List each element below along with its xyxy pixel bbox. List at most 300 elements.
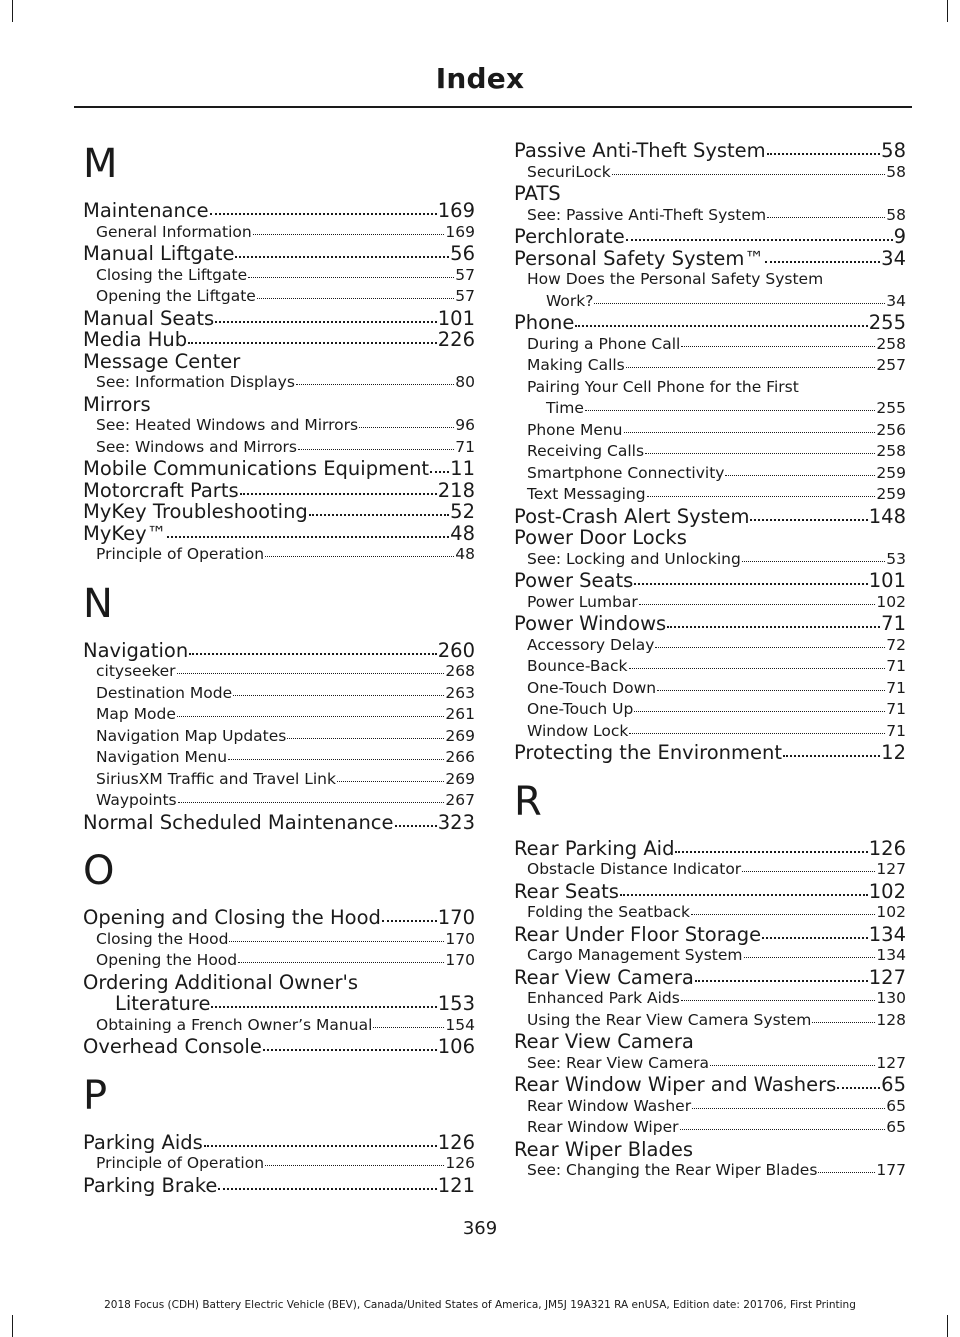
- entry-page-number: 255: [876, 399, 906, 417]
- dot-leader: [240, 493, 437, 495]
- entry-label: Navigation: [83, 638, 189, 662]
- index-entry: [83, 501, 475, 523]
- entry-label: Rear Parking Aid: [514, 836, 675, 860]
- dot-leader: [695, 980, 868, 982]
- index-entry: [514, 924, 906, 946]
- index-subentry: [514, 1053, 906, 1075]
- entry-label: Media Hub: [83, 328, 188, 351]
- index-subentry: [83, 265, 475, 287]
- entry-label: Manual Liftgate: [83, 242, 235, 265]
- entry-label: See: Locking and Unlocking: [527, 549, 741, 568]
- dot-leader: [430, 471, 449, 473]
- entry-page-number: 269: [445, 769, 475, 788]
- index-subentry: [514, 635, 906, 657]
- dot-leader: [681, 346, 875, 347]
- entry-page-number: 127: [868, 965, 906, 989]
- entry-page-number: 65: [886, 1096, 906, 1115]
- entry-page-number: 71: [455, 437, 475, 456]
- entry-label: Obstacle Distance Indicator: [527, 860, 742, 878]
- dot-leader: [215, 321, 437, 323]
- entry-label: Closing the Hood: [96, 929, 229, 948]
- dot-leader: [257, 298, 454, 299]
- entry-page-number: 268: [445, 662, 475, 680]
- dot-leader: [744, 957, 876, 958]
- index-entry: [514, 312, 906, 334]
- entry-label: Normal Scheduled Maintenance: [83, 810, 394, 834]
- entry-page-number: 56: [450, 242, 475, 265]
- entry-label: Enhanced Park Aids: [527, 989, 680, 1007]
- index-subentry: [83, 372, 475, 394]
- dot-leader: [742, 561, 885, 562]
- section-letter: N: [83, 580, 113, 627]
- index-subentry: [83, 790, 475, 812]
- index-subentry: [83, 769, 475, 791]
- dot-leader: [634, 711, 885, 712]
- entry-label: Accessory Delay: [527, 635, 655, 654]
- section-letter: R: [514, 778, 542, 825]
- entry-page-number: 323: [437, 810, 475, 834]
- entry-page-number: 58: [881, 139, 906, 162]
- entry-label: Navigation Menu: [96, 748, 228, 766]
- entry-label: Manual Seats: [83, 306, 215, 330]
- entry-page-number: 127: [876, 1053, 906, 1072]
- footer-text: 2018 Focus (CDH) Battery Electric Vehicle (BEV), Canada/United States of America, JM5J 19A321 RA enUSA, Edition date: 201706, First Printing: [104, 1299, 856, 1311]
- dot-leader: [626, 239, 893, 241]
- dot-leader: [837, 1087, 880, 1089]
- entry-page-number: 102: [876, 903, 906, 921]
- entry-page-number: 153: [437, 992, 475, 1015]
- index-subentry: [83, 704, 475, 726]
- index-subentry-heading: Pairing Your Cell Phone for the First: [527, 377, 799, 396]
- index-subentry: [514, 291, 906, 313]
- index-entry: [83, 480, 475, 502]
- entry-label: Principle of Operation: [96, 545, 265, 563]
- entry-label: Phone Menu: [527, 420, 623, 439]
- entry-label: Opening and Closing the Hood: [83, 906, 381, 929]
- dot-leader: [692, 1108, 885, 1109]
- entry-label: Rear Window Wiper: [527, 1118, 679, 1136]
- entry-page-number: 96: [455, 416, 475, 434]
- entry-page-number: 102: [868, 879, 906, 903]
- dot-leader: [188, 342, 437, 344]
- dot-leader: [655, 647, 885, 648]
- entry-label: Making Calls: [527, 356, 625, 374]
- dot-leader: [177, 673, 445, 674]
- index-entry-heading: Mirrors: [83, 392, 151, 416]
- entry-label: Overhead Console: [83, 1035, 262, 1058]
- entry-label: See: Information Displays: [96, 373, 295, 391]
- index-subentry: [83, 747, 475, 769]
- entry-page-number: 126: [437, 1130, 475, 1154]
- entry-page-number: 106: [437, 1035, 475, 1058]
- entry-label: Passive Anti-Theft System: [514, 139, 766, 162]
- entry-label: Parking Brake: [83, 1173, 218, 1197]
- entry-page-number: 34: [881, 246, 906, 270]
- entry-page-number: 259: [876, 463, 906, 482]
- entry-page-number: 267: [445, 791, 475, 809]
- dot-leader: [612, 174, 886, 175]
- entry-page-number: 57: [455, 265, 475, 284]
- entry-page-number: 154: [445, 1015, 475, 1034]
- index-subentry: [514, 398, 906, 420]
- entry-label: Closing the Liftgate: [96, 265, 248, 284]
- entry-label: Time: [546, 399, 584, 417]
- entry-label: Phone: [514, 311, 575, 334]
- index-subentry: [83, 1015, 475, 1037]
- dot-leader: [647, 496, 876, 497]
- index-entry-heading: Power Door Locks: [514, 526, 687, 549]
- entry-page-number: 130: [876, 989, 906, 1007]
- index-subentry: [514, 656, 906, 678]
- index-entry: [514, 570, 906, 592]
- entry-label: One-Touch Up: [527, 700, 634, 718]
- entry-page-number: 134: [876, 946, 906, 964]
- index-subentry: [83, 222, 475, 244]
- section-letter: M: [83, 141, 118, 187]
- crop-mark: [12, 0, 13, 22]
- index-subentry: [514, 1160, 906, 1182]
- dot-leader: [624, 432, 876, 433]
- entry-page-number: 258: [876, 334, 906, 353]
- dot-leader: [189, 653, 437, 655]
- dot-leader: [373, 1027, 444, 1028]
- index-column-left: [83, 140, 475, 1196]
- entry-label: Bounce-Back: [527, 657, 628, 675]
- index-subentry: [514, 859, 906, 881]
- dot-leader: [620, 894, 868, 896]
- entry-label: Navigation Map Updates: [96, 726, 287, 745]
- dot-leader: [204, 1145, 437, 1147]
- entry-page-number: 259: [876, 485, 906, 503]
- dot-leader: [253, 234, 445, 235]
- entry-page-number: 126: [868, 836, 906, 860]
- entry-page-number: 71: [886, 657, 906, 675]
- entry-page-number: 57: [455, 287, 475, 305]
- index-entry-heading: Rear Wiper Blades: [514, 1137, 693, 1161]
- dot-leader: [767, 153, 881, 155]
- entry-page-number: 102: [876, 592, 906, 611]
- entry-label: Rear Window Wiper and Washers: [514, 1073, 837, 1096]
- entry-label: Rear View Camera: [514, 965, 694, 989]
- index-entry: [83, 458, 475, 480]
- entry-label: Perchlorate: [514, 225, 625, 248]
- entry-page-number: 256: [876, 420, 906, 439]
- index-entry-heading: PATS: [514, 182, 561, 205]
- entry-label: Rear Window Washer: [527, 1096, 692, 1115]
- dot-leader: [337, 781, 444, 782]
- index-subentry: [514, 205, 906, 227]
- page-number: 369: [462, 1218, 498, 1239]
- entry-page-number: 58: [886, 205, 906, 224]
- entry-page-number: 11: [450, 457, 475, 480]
- entry-page-number: 34: [886, 291, 906, 310]
- entry-label: Power Windows: [514, 612, 667, 635]
- entry-page-number: 58: [886, 162, 906, 181]
- entry-label: Text Messaging: [527, 485, 646, 503]
- entry-label: Power Lumbar: [527, 592, 638, 611]
- index-entry: [83, 329, 475, 351]
- page-title: Index: [435, 62, 525, 95]
- dot-leader: [228, 759, 444, 760]
- entry-page-number: 261: [445, 705, 475, 723]
- entry-label: During a Phone Call: [527, 334, 681, 353]
- entry-page-number: 258: [876, 442, 906, 460]
- index-subentry: [514, 549, 906, 571]
- index-entry: [514, 506, 906, 528]
- entry-page-number: 148: [868, 504, 906, 528]
- index-subentry: [83, 929, 475, 951]
- entry-label: See: Rear View Camera: [527, 1053, 710, 1072]
- entry-label: Smartphone Connectivity: [527, 463, 725, 482]
- entry-label: See: Passive Anti-Theft System: [527, 205, 767, 224]
- index-entry: [83, 308, 475, 330]
- dot-leader: [359, 427, 454, 428]
- dot-leader: [218, 1188, 436, 1190]
- header-divider: [74, 106, 912, 108]
- entry-page-number: 169: [445, 222, 475, 241]
- dot-leader: [210, 213, 437, 215]
- entry-page-number: 101: [868, 569, 906, 592]
- entry-page-number: 80: [455, 373, 475, 391]
- dot-leader: [680, 1129, 886, 1130]
- dot-leader: [667, 626, 880, 628]
- entry-label: Rear Seats: [514, 879, 619, 903]
- index-entry: [514, 248, 906, 270]
- index-subentry: [514, 678, 906, 700]
- index-subentry: [514, 721, 906, 743]
- entry-label: One-Touch Down: [527, 678, 657, 697]
- dot-leader: [248, 277, 454, 278]
- index-entry: [514, 838, 906, 860]
- entry-page-number: 260: [437, 638, 475, 662]
- entry-label: Cargo Management System: [527, 946, 743, 964]
- dot-leader: [594, 303, 885, 304]
- dot-leader: [211, 1006, 436, 1008]
- entry-label: Opening the Liftgate: [96, 287, 256, 305]
- entry-page-number: 65: [886, 1118, 906, 1136]
- entry-label: See: Heated Windows and Mirrors: [96, 416, 359, 434]
- index-subentry: [514, 463, 906, 485]
- index-entry: [83, 640, 475, 662]
- index-entry: [83, 907, 475, 929]
- index-entry: [514, 613, 906, 635]
- index-entry-heading: Ordering Additional Owner's: [83, 970, 359, 994]
- index-subentry: [514, 1010, 906, 1032]
- entry-label: Literature: [115, 992, 211, 1015]
- dot-leader: [818, 1172, 875, 1173]
- entry-label: SiriusXM Traffic and Travel Link: [96, 769, 336, 788]
- index-entry: [514, 140, 906, 162]
- entry-label: Window Lock: [527, 721, 629, 740]
- entry-page-number: 128: [876, 1010, 906, 1029]
- crop-mark: [12, 1315, 13, 1337]
- index-entry: [514, 881, 906, 903]
- dot-leader: [238, 962, 444, 963]
- dot-leader: [691, 914, 875, 915]
- entry-page-number: 48: [455, 545, 475, 563]
- dot-leader: [382, 920, 437, 922]
- entry-page-number: 65: [881, 1073, 906, 1096]
- index-subentry: [83, 544, 475, 566]
- index-subentry: [514, 592, 906, 614]
- entry-label: Opening the Hood: [96, 951, 238, 969]
- entry-label: See: Changing the Rear Wiper Blades: [527, 1161, 818, 1179]
- dot-leader: [233, 695, 444, 696]
- index-subentry: [83, 950, 475, 972]
- index-column-right: [514, 140, 906, 1182]
- dot-leader: [585, 410, 875, 411]
- dot-leader: [742, 871, 875, 872]
- dot-leader: [265, 556, 454, 557]
- entry-page-number: 170: [445, 929, 475, 948]
- dot-leader: [657, 690, 885, 691]
- index-entry: [83, 523, 475, 545]
- entry-page-number: 12: [881, 741, 906, 764]
- entry-page-number: 71: [886, 700, 906, 718]
- entry-label: Personal Safety System™: [514, 246, 764, 270]
- entry-label: See: Windows and Mirrors: [96, 437, 298, 456]
- entry-page-number: 226: [437, 328, 475, 351]
- entry-label: Mobile Communications Equipment: [83, 457, 430, 480]
- dot-leader: [710, 1065, 875, 1066]
- index-subentry: [83, 726, 475, 748]
- dot-leader: [626, 367, 876, 368]
- entry-page-number: 48: [450, 521, 475, 545]
- entry-label: Receiving Calls: [527, 442, 645, 460]
- index-subentry: [83, 415, 475, 437]
- entry-page-number: 127: [876, 860, 906, 878]
- index-subentry: [514, 945, 906, 967]
- index-entry-heading: Message Center: [83, 349, 241, 373]
- dot-leader: [762, 937, 868, 939]
- dot-leader: [783, 755, 880, 757]
- dot-leader: [395, 825, 437, 827]
- index-entry: [514, 226, 906, 248]
- index-subentry: [514, 484, 906, 506]
- index-subentry: [83, 437, 475, 459]
- entry-label: Maintenance: [83, 199, 209, 222]
- entry-page-number: 266: [445, 748, 475, 766]
- index-subentry: [514, 1096, 906, 1118]
- entry-page-number: 255: [868, 311, 906, 334]
- dot-leader: [296, 384, 454, 385]
- dot-leader: [725, 475, 875, 476]
- dot-leader: [178, 802, 445, 803]
- dot-leader: [298, 449, 454, 450]
- entry-page-number: 177: [876, 1161, 906, 1179]
- entry-label: Work?: [546, 291, 594, 310]
- index-subentry: [514, 1117, 906, 1139]
- index-subentry: [514, 988, 906, 1010]
- dot-leader: [681, 1000, 876, 1001]
- dot-leader: [629, 733, 885, 734]
- entry-label: cityseeker: [96, 662, 176, 680]
- entry-label: SecuriLock: [527, 162, 611, 181]
- index-subentry: [83, 286, 475, 308]
- index-subentry: [514, 420, 906, 442]
- entry-page-number: 53: [886, 549, 906, 568]
- entry-page-number: 170: [437, 906, 475, 929]
- entry-page-number: 126: [445, 1154, 475, 1172]
- entry-label: Waypoints: [96, 791, 177, 809]
- entry-page-number: 170: [445, 951, 475, 969]
- entry-label: Principle of Operation: [96, 1154, 265, 1172]
- dot-leader: [575, 325, 867, 327]
- index-entry-heading: Rear View Camera: [514, 1030, 694, 1053]
- entry-label: Protecting the Environment: [514, 741, 783, 764]
- index-subentry: [514, 441, 906, 463]
- entry-label: Obtaining a French Owner’s Manual: [96, 1015, 373, 1034]
- section-letter: P: [83, 1072, 108, 1119]
- dot-leader: [229, 941, 444, 942]
- entry-page-number: 218: [437, 478, 475, 502]
- index-entry: [514, 742, 906, 764]
- dot-leader: [675, 851, 867, 853]
- index-subentry: [514, 162, 906, 184]
- index-subentry: [514, 902, 906, 924]
- entry-label: General Information: [96, 222, 252, 241]
- dot-leader: [235, 256, 449, 258]
- index-entry: [83, 200, 475, 222]
- index-entry: [83, 243, 475, 265]
- dot-leader: [639, 604, 876, 605]
- index-entry: [83, 1175, 475, 1197]
- entry-page-number: 52: [450, 500, 475, 523]
- entry-page-number: 121: [437, 1173, 475, 1197]
- entry-page-number: 72: [886, 635, 906, 654]
- entry-page-number: 263: [445, 683, 475, 702]
- dot-leader: [177, 716, 445, 717]
- crop-mark: [947, 1315, 948, 1337]
- entry-label: Motorcraft Parts: [83, 478, 239, 502]
- dot-leader: [750, 519, 867, 521]
- index-entry: [83, 1036, 475, 1058]
- entry-label: Power Seats: [514, 569, 634, 592]
- entry-label: Map Mode: [96, 705, 176, 723]
- entry-page-number: 134: [868, 922, 906, 946]
- crop-mark: [947, 0, 948, 22]
- dot-leader: [812, 1022, 875, 1023]
- entry-label: Destination Mode: [96, 683, 233, 702]
- dot-leader: [265, 1165, 444, 1166]
- entry-label: MyKey Troubleshooting: [83, 500, 308, 523]
- entry-label: MyKey™: [83, 521, 167, 545]
- index-subentry: [83, 661, 475, 683]
- index-entry: [514, 1074, 906, 1096]
- index-entry: [83, 812, 475, 834]
- entry-label: Using the Rear View Camera System: [527, 1010, 812, 1029]
- entry-page-number: 71: [881, 612, 906, 635]
- dot-leader: [645, 453, 875, 454]
- dot-leader: [767, 217, 885, 218]
- dot-leader: [309, 514, 449, 516]
- entry-page-number: 269: [445, 726, 475, 745]
- index-subentry: [514, 355, 906, 377]
- index-subentry: [514, 699, 906, 721]
- index-entry: [83, 1132, 475, 1154]
- index-subentry-heading: How Does the Personal Safety System: [527, 270, 824, 288]
- entry-page-number: 101: [437, 306, 475, 330]
- dot-leader: [263, 1049, 437, 1051]
- dot-leader: [634, 583, 867, 585]
- entry-label: Post-Crash Alert System: [514, 504, 750, 528]
- index-subentry: [83, 683, 475, 705]
- entry-page-number: 71: [886, 678, 906, 697]
- entry-page-number: 169: [437, 199, 475, 222]
- section-letter: O: [83, 848, 115, 894]
- entry-label: Rear Under Floor Storage: [514, 922, 762, 946]
- index-subentry: [514, 334, 906, 356]
